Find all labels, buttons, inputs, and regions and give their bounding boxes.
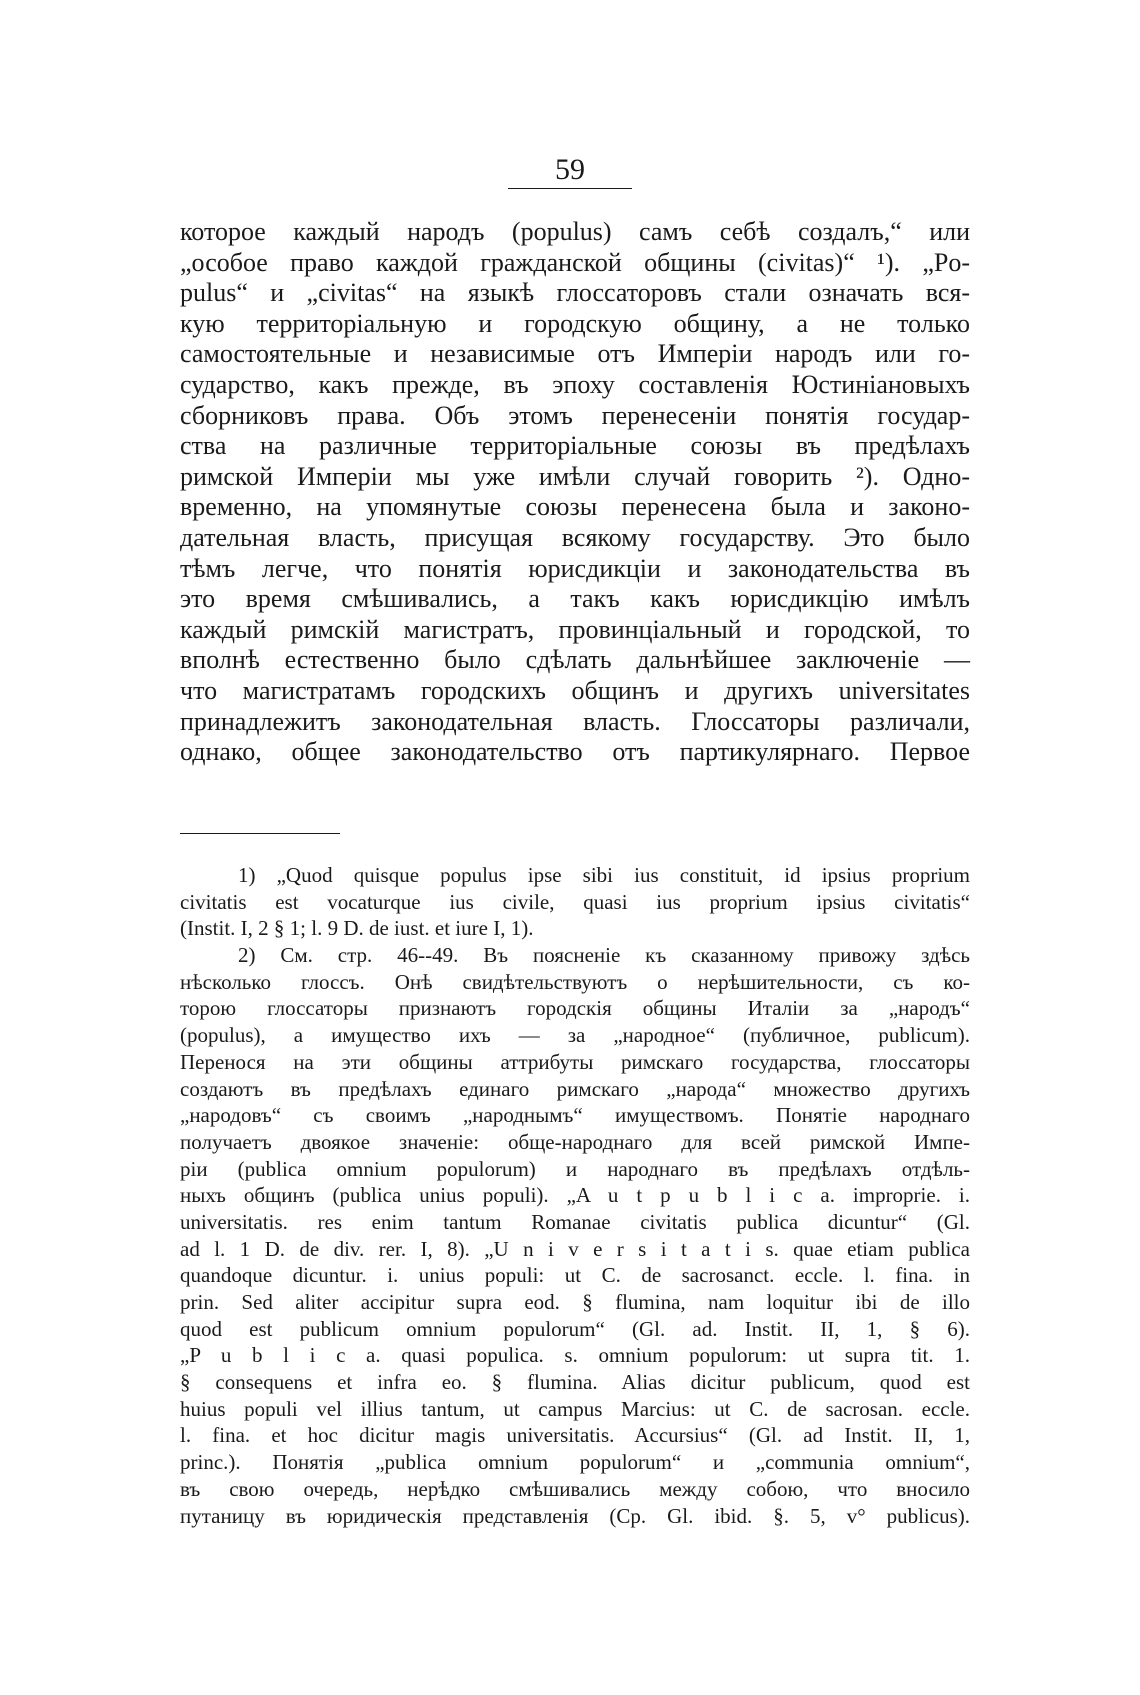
footnote-line: prin. Sed aliter accipitur supra eod. § flumina, nam loquitur ibi de illo [180, 1290, 970, 1314]
footnote-line: l. fina. et hoc dicitur magis universitatis. Accursius“ (Gl. ad Instit. II, 1, [180, 1423, 970, 1448]
footnote-line: huius populi vel illius tantum, ut campus Marcius: ut C. de sacrosan. eccle. [180, 1396, 970, 1421]
footnote-line: получаетъ двоякое значеніе: обще-народнаго для всей римской Импе- [180, 1129, 970, 1154]
footnote-line: § consequens et infra eo. § flumina. Alias dicitur publicum, quod est [180, 1370, 970, 1395]
main-line: однако, общее законодательство отъ партикулярнаго. Первое [180, 737, 970, 767]
footnote-line: (Instit. I, 2 § 1; l. 9 D. de iust. et iure I, 1). [180, 916, 534, 941]
main-line: римской Имперіи мы уже имѣли случай говорить ²). Одно- [180, 461, 970, 491]
main-line: pulus“ и „civitas“ на языкѣ глоссаторовъ стали означать вся- [180, 278, 970, 308]
main-line: временно, на упомянутые союзы перенесена была и законо- [180, 492, 970, 522]
main-line: сударство, какъ прежде, въ эпоху составленія Юстиніановыхъ [180, 369, 970, 399]
footnote-line: создаютъ въ предѣлахъ единаго римскаго „народа“ множество другихъ [180, 1076, 970, 1101]
footnote-line: universitatis. res enim tantum Romanae civitatis publica dicuntur“ (Gl. [180, 1209, 970, 1234]
footnote-line: 1) „Quod quisque populus ipse sibi ius constituit, id ipsius proprium [238, 863, 970, 887]
main-line: самостоятельные и независимые отъ Имперіи народъ или го- [180, 339, 970, 369]
footnote-line: ріи (publica omnium populorum) и народнаго въ предѣлахъ отдѣль- [180, 1156, 970, 1181]
main-line: это время смѣшивались, а такъ какъ юрисдикцію имѣлъ [180, 584, 970, 614]
footnotes [180, 862, 970, 1529]
main-line: ства на различные территоріальные союзы въ предѣлахъ [180, 431, 970, 461]
footnote-line: 2) См. стр. 46--49. Въ поясненіе къ сказанному привожу здѣсь [238, 943, 970, 968]
footnote-line: нѣсколько глоссъ. Онѣ свидѣтельствуютъ о нерѣшительности, съ ко- [180, 969, 970, 994]
main-text [180, 217, 970, 768]
footnote-line: ныхъ общинъ (publica unius populi). „A u t p u b l i c a. improprie. i. [180, 1183, 970, 1208]
main-line: дательная власть, присущая всякому государству. Это было [180, 522, 970, 552]
footnote-line: civitatis est vocaturque ius civile, quasi ius proprium ipsius civitatis“ [180, 889, 970, 914]
main-line: вполнѣ естественно было сдѣлать дальнѣйшее заключеніе — [180, 645, 970, 675]
main-line: которое каждый народъ (populus) самъ себѣ создалъ,“ или [180, 217, 970, 246]
main-line: сборниковъ права. Объ этомъ перенесеніи понятія государ- [180, 400, 970, 430]
footnote-line: „P u b l i c a. quasi populica. s. omnium populorum: ut supra tit. 1. [180, 1343, 970, 1368]
footnote-line: путаницу въ юридическія представленія (Ср. Gl. ibid. §. 5, v° publicus). [180, 1503, 970, 1528]
main-line: „особое право каждой гражданской общины (civitas)“ ¹). „Po- [180, 247, 970, 277]
footnote-line: въ свою очередь, нерѣдко смѣшивались между собою, что вносило [180, 1476, 970, 1501]
main-line: что магистратамъ городскихъ общинъ и другихъ universitates [180, 675, 970, 705]
page-number: 59 [555, 153, 585, 186]
footnote-line: (populus), а имущество ихъ — за „народное“ (публичное, publicum). [180, 1023, 970, 1048]
footnote-line: princ.). Понятія „publica omnium populorum“ и „communia omnium“, [180, 1450, 970, 1475]
footnote-rule [180, 833, 340, 834]
footnote-line: Перенося на эти общины аттрибуты римскаго государства, глоссаторы [180, 1049, 970, 1074]
main-line: принадлежитъ законодательная власть. Глоссаторы различали, [180, 706, 970, 736]
main-line: кую территоріальную и городскую общину, а не только [180, 308, 970, 338]
footnote-line: торою глоссаторы признаютъ городскія общины Италіи за „народъ“ [180, 996, 970, 1021]
footnote-line: ad l. 1 D. de div. rer. I, 8). „U n i v e r s i t a t i s. quae etiam publica [180, 1236, 970, 1261]
footnote-line: quandoque dicuntur. i. unius populi: ut C. de sacrosanct. eccle. l. fina. in [180, 1263, 970, 1288]
footnote-line: „народовъ“ съ своимъ „народнымъ“ имуществомъ. Понятіе народнаго [180, 1103, 970, 1128]
main-line: тѣмъ легче, что понятія юрисдикціи и законодательства въ [180, 553, 970, 583]
page-number-rule [508, 188, 632, 189]
footnote-line: quod est publicum omnium populorum“ (Gl. ad. Instit. II, 1, § 6). [180, 1316, 970, 1341]
main-line: каждый римскій магистратъ, провинціальный и городской, то [180, 614, 970, 644]
